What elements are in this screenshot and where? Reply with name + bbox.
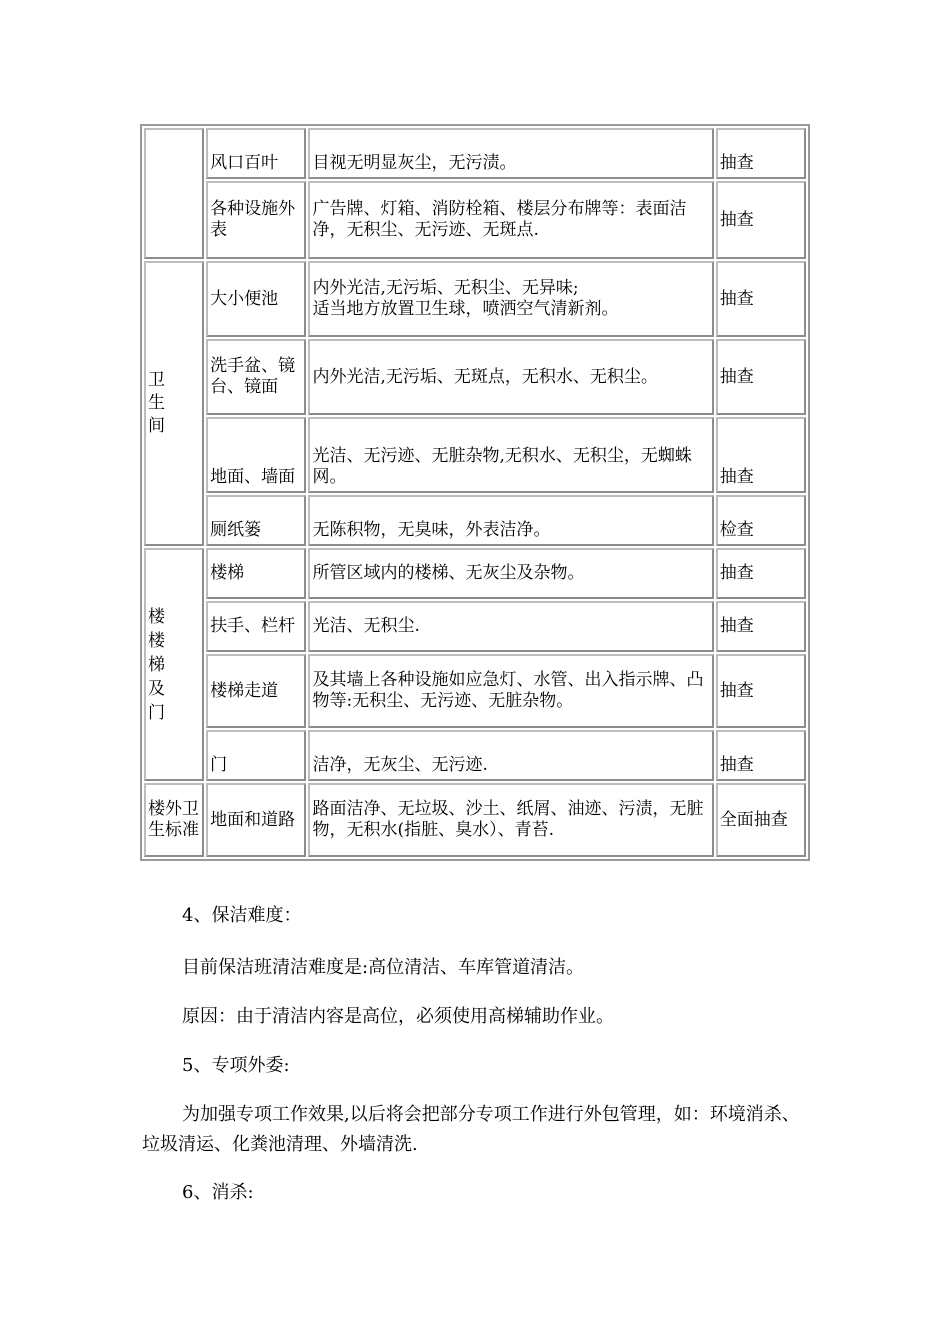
item-cell: 地面、墙面 — [206, 417, 306, 493]
method-cell: 全面抽查 — [716, 783, 806, 857]
table-row — [144, 654, 806, 728]
table-row — [144, 601, 806, 652]
standard-cell: 及其墙上各种设施如应急灯、水管、出入指示牌、凸物等:无积尘、无污迹、无脏杂物。 — [308, 654, 713, 728]
table-row — [144, 181, 806, 259]
table-row — [144, 128, 806, 179]
method-cell: 抽查 — [716, 654, 806, 728]
item-cell: 楼梯走道 — [206, 654, 306, 728]
item-cell: 扶手、栏杆 — [206, 601, 306, 652]
method-cell: 抽查 — [716, 339, 806, 415]
paragraph-outsourcing: 为加强专项工作效果,以后将会把部分专项工作进行外包管理，如：环境消杀、垃圾清运、化粪池清理、外墙清洗. — [142, 1104, 800, 1155]
standard-cell: 洁净，无灰尘、无污迹. — [308, 730, 713, 781]
item-cell: 楼梯 — [206, 548, 306, 599]
table-row — [144, 339, 806, 415]
standard-cell: 目视无明显灰尘，无污渍。 — [308, 128, 713, 179]
category-cell-empty — [144, 128, 204, 259]
item-cell: 风口百叶 — [206, 128, 306, 179]
standard-cell: 内外光洁,无污垢、无斑点，无积水、无积尘。 — [308, 339, 713, 415]
method-cell: 抽查 — [716, 548, 806, 599]
category-cell-stairs — [144, 548, 204, 781]
method-cell: 抽查 — [716, 730, 806, 781]
item-cell: 大小便池 — [206, 261, 306, 337]
method-cell: 抽查 — [716, 181, 806, 259]
standard-cell: 内外光洁,无污垢、无积尘、无异味; 适当地方放置卫生球，喷洒空气清新剂。 — [308, 261, 713, 337]
table-row — [144, 783, 806, 857]
category-restroom-label: 卫生间 — [148, 370, 165, 436]
standard-cell: 路面洁净、无垃圾、沙土、纸屑、油迹、污渍，无脏物，无积水(指脏、臭水）、青苔. — [308, 783, 713, 857]
method-cell: 抽查 — [716, 417, 806, 493]
section-heading-outsourcing: 5、专项外委: — [182, 1055, 290, 1076]
standard-cell: 光洁、无污迹、无脏杂物,无积水、无积尘，无蜘蛛网。 — [308, 417, 713, 493]
method-cell: 检查 — [716, 495, 806, 546]
item-cell: 厕纸篓 — [206, 495, 306, 546]
table-row — [144, 261, 806, 337]
table-row — [144, 548, 806, 599]
table-row — [144, 417, 806, 493]
method-cell: 抽查 — [716, 261, 806, 337]
section-heading-disinfection: 6、消杀: — [182, 1182, 254, 1203]
item-cell: 门 — [206, 730, 306, 781]
item-cell: 各种设施外表 — [206, 181, 306, 259]
item-cell: 洗手盆、镜台、镜面 — [206, 339, 306, 415]
table-row — [144, 495, 806, 546]
category-stairs-label: 楼楼梯及门 — [148, 606, 165, 723]
paragraph-reason: 原因：由于清洁内容是高位，必须使用高梯辅助作业。 — [182, 1006, 614, 1027]
category-cell-outdoor: 楼外卫生标准 — [144, 783, 204, 857]
method-cell: 抽查 — [716, 601, 806, 652]
method-cell: 抽查 — [716, 128, 806, 179]
standard-cell: 无陈积物，无臭味，外表洁净。 — [308, 495, 713, 546]
standard-cell: 光洁、无积尘. — [308, 601, 713, 652]
cleaning-standard-table — [140, 124, 810, 861]
section-heading-difficulty: 4、保洁难度： — [182, 905, 302, 926]
table-row — [144, 730, 806, 781]
item-cell: 地面和道路 — [206, 783, 306, 857]
standard-cell: 广告牌、灯箱、消防栓箱、楼层分布牌等：表面洁净，无积尘、无污迹、无斑点. — [308, 181, 713, 259]
standard-cell: 所管区域内的楼梯、无灰尘及杂物。 — [308, 548, 713, 599]
category-cell-restroom — [144, 261, 204, 546]
paragraph-difficulty: 目前保洁班清洁难度是:高位清洁、车库管道清洁。 — [182, 957, 585, 978]
